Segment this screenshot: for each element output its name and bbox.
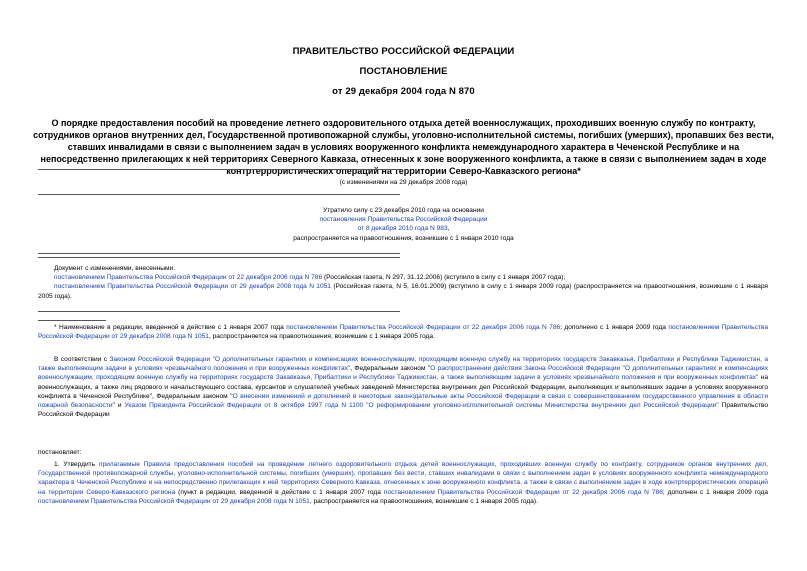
footnote-link-786[interactable]: постановлением Правительства Российской Федерации от 22 декабря 2006 года N 786 bbox=[286, 324, 561, 331]
item-1: 1. Утвердить прилагаемые Правила предоставления пособий на проведение летнего оздоровительного отдыха детей военнослужащих, проходивших военную службу по контракту, сотрудников органов внутренних дел, Государственной противопожарной службы, уголовно-исполнительной системы, погибших (умерших), пропавших без вести, ставших инвалидами в связи с выполнением задач в условиях вооруженного конфликта немеждународного характера в Чеченской Республике и на непосредственно прилегающих к ней территориях Северного Кавказа, отнесенных к зоне вооруженного конфликта, а также в связи с выполнением задач в ходе контртеррористических операций на территории Северо-Кавказского региона (пункт в редакции, введенной в действие с 1 января 2007 года постановлением Правительства Российской Федерации от 22 декабря 2006 года N 786; дополнен с 1 января 2009 года постановлением Правительства Российской Федерации от 29 декабря 2008 года N 1051, распространяется на правоотношения, возникшие с 1 января 2005 года). bbox=[38, 461, 769, 505]
expired-link-resolution[interactable]: постановления Правительства Российской Федерации bbox=[319, 216, 488, 224]
changes-link-786[interactable]: постановлением Правительства Российской Федерации от 22 декабря 2006 года N 786 bbox=[54, 274, 323, 282]
item1-link-1051[interactable]: постановлением Правительства Российской Федерации от 29 декабря 2008 года N 1051 bbox=[38, 497, 310, 505]
preamble-link-federal-law[interactable]: О распространении действия Закона Российской Федерации "О дополнительных гарантиях и компенсациях военнослужащим, проходящим военную службу на территориях государств Закавказья, Прибалтики и Республики Таджикистан, а также выполняющим задачи в условиях чрезвычайного положения и при вооруженных конфликтах" bbox=[38, 365, 768, 382]
date-number-heading: от 29 декабря 2004 года N 870 bbox=[332, 86, 475, 97]
resolves-label: постановляет: bbox=[38, 449, 82, 456]
divider bbox=[38, 253, 400, 254]
preamble: В соответствии с Законом Российской Федерации "О дополнительных гарантиях и компенсациях военнослужащим, проходящим военную службу на территориях государств Закавказья, Прибалтики и Республики Таджикистан, а также выполняющим задачи в условиях чрезвычайного положения и при вооруженных конфликтах", Федеральным законом "О распространении действия Закона Российской Федерации "О дополнительных гарантиях и компенсациях военнослужащим, проходящим военную службу на территориях государств Закавказья, Прибалтики и Республики Таджикистан, а также выполняющим задачи в условиях чрезвычайного положения и при вооруженных конфликтах" на военнослужащих, а также лиц рядового и начальствующего состава, курсантов и слушателей учебных заведений Министерства внутренних дел Российской Федерации, выполняющих и выполнявших задачи в условиях вооруженного конфликта в Чеченской Республике", Федеральным законом "О внесении изменений и дополнений в некоторые законодательные акты Российской Федерации в связи с совершенствованием государственного управления в области пожарной безопасности" и Указом Президента Российской Федерации от 8 октября 1997 года N 1100 "О реформировании уголовно-исполнительной системы Министерства внутренних дел Российской Федерации" Правительство Российской Федерации bbox=[38, 356, 768, 419]
changes-link-1051[interactable]: постановлением Правительства Российской Федерации от 29 декабря 2008 года N 1051 bbox=[54, 283, 331, 291]
authority-heading: ПРАВИТЕЛЬСТВО РОССИЙСКОЙ ФЕДЕРАЦИИ bbox=[292, 46, 515, 57]
divider bbox=[38, 194, 400, 195]
divider bbox=[38, 257, 400, 258]
divider bbox=[38, 311, 400, 312]
expired-link-date[interactable]: от 8 декабря 2010 года N 983 bbox=[357, 225, 448, 233]
expired-line1: Утратило силу с 23 декабря 2010 года на основании bbox=[323, 207, 484, 214]
expired-notice bbox=[0, 206, 807, 243]
divider bbox=[38, 169, 400, 170]
item1-link-rules[interactable]: прилагаемые Правила предоставления пособий на проведение летнего оздоровительного отдыха детей военнослужащих, проходивших военную службу по контракту, сотрудников органов внутренних дел, Государственной противопожарной службы, уголовно-исполнительной системы, погибших (умерших), пропавших без вести, ставших инвалидами в связи с выполнением задач в условиях вооруженного конфликта немеждународного характера в Чеченской Республике и на непосредственно прилегающих к ней территориях Северного Кавказа, отнесенных к зоне вооруженного конфликта, а также в связи с выполнением задач в ходе контртеррористических операций на территории Северо-Кавказского региона bbox=[38, 461, 768, 496]
preamble-link-fire-safety[interactable]: О внесении изменений и дополнений в некоторые законодательные акты Российской Федерации в связи с совершенствованием государственного управления в области пожарной безопасности bbox=[38, 392, 768, 410]
footnote: * Наименование в редакции, введенной в действие с 1 января 2007 года постановлением Правительства Российской Федерации от 22 декабря 2006 года N 786; дополнено с 1 января 2009 года постановлением Правительства Российской Федерации от 29 декабря 2008 года N 1051, распространяется на правоотношения, возникшие с 1 января 2005 года. bbox=[38, 324, 769, 341]
doc-type-heading: ПОСТАНОВЛЕНИЕ bbox=[359, 66, 448, 77]
expired-line3: распространяется на правоотношения, возникшие с 1 января 2010 года bbox=[293, 234, 514, 242]
changes-list bbox=[38, 264, 768, 301]
document-title: О порядке предоставления пособий на проведение летнего оздоровительного отдыха детей военнослужащих, проходивших военную службу по контракту, сотрудников органов внутренних дел, Государственной противопожарной службы, уголовно-исполнительной системы, погибших (умерших), пропавших без вести, ставших инвалидами в связи с выполнением задач в условиях вооруженного конфликта немеждународного характера в Чеченской Республике и на непосредственно прилегающих к ней территориях Северного Кавказа, отнесенных к зоне вооруженного конфликта, а также в связи с выполнением задач в ходе контртеррористических операций на территории Северо-Кавказского региона* bbox=[33, 118, 774, 176]
changes-item-1: постановлением Правительства Российской Федерации от 22 декабря 2006 года N 786 (Российская газета, N 297, 31.12.2006) (вступило в силу с 1 января 2007 года); bbox=[54, 274, 566, 282]
expired-comma: , bbox=[447, 225, 450, 233]
preamble-link-decree[interactable]: Указом Президента Российской Федерации от 8 октября 1997 года N 1100 "О реформировании уголовно-исполнительной системы Министерства внутренних дел Российской Федерации" bbox=[124, 402, 719, 410]
preamble-link-law[interactable]: Законом Российской Федерации "О дополнительных гарантиях и компенсациях военнослужащим, проходящим военную службу на территориях государств Закавказья, Прибалтики и Республики Таджикистан, а также выполняющим задачи в условиях чрезвычайного положения и при вооруженных конфликтах" bbox=[38, 356, 768, 373]
footnote-divider bbox=[38, 320, 106, 321]
item1-link-786[interactable]: постановлением Правительства Российской Федерации от 22 декабря 2006 года N 786 bbox=[383, 488, 663, 496]
amendment-note: (с изменениями на 29 декабря 2008 года) bbox=[339, 179, 468, 186]
footnote-link-1051[interactable]: постановлением Правительства Российской Федерации от 29 декабря 2008 года N 1051 bbox=[38, 324, 769, 341]
changes-intro: Документ с изменениями, внесенными: bbox=[54, 265, 176, 272]
changes-item-2: постановлением Правительства Российской Федерации от 29 декабря 2008 года N 1051 (Российская газета, N 5, 16.01.2009) (вступило в силу с 1 января 2009 года) (распространяется на правоотношения, возникшие с 1 января 2005 года). bbox=[38, 283, 769, 300]
